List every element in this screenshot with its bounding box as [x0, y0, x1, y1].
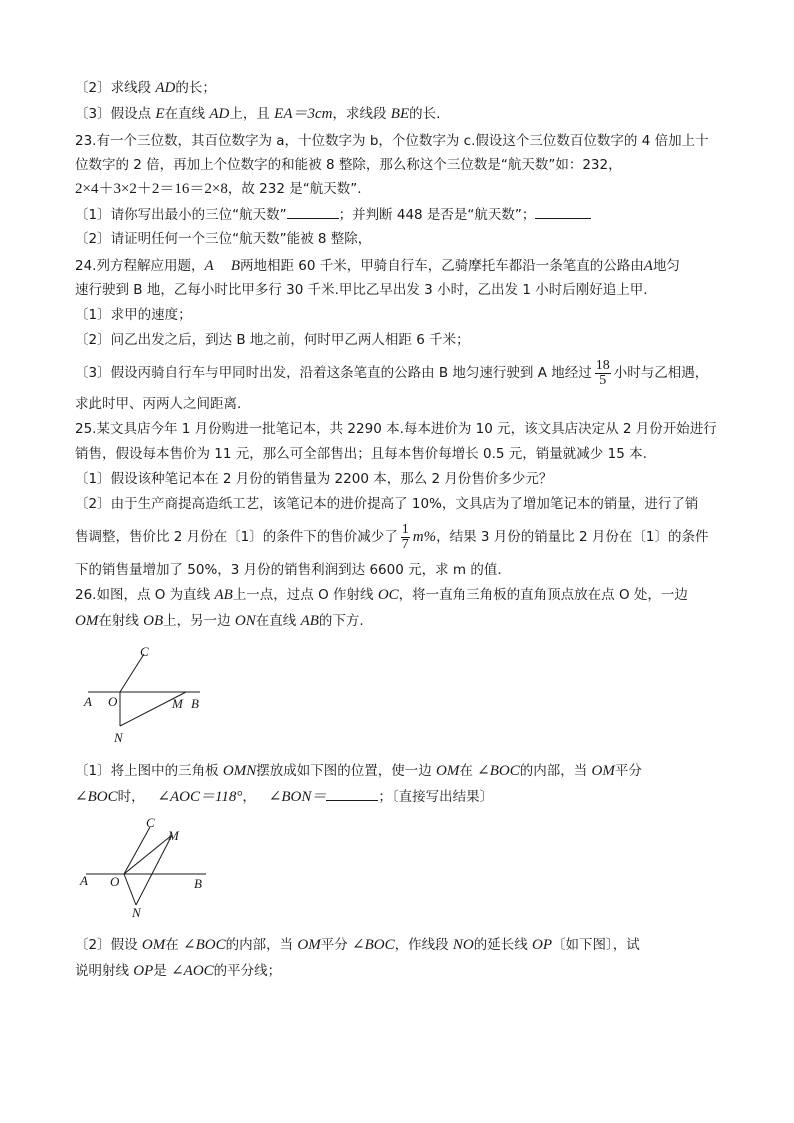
- q24-part1: 〔1〕求甲的速度；: [75, 307, 192, 323]
- label-a: A: [84, 694, 92, 709]
- q22-part3: 〔3〕假设点 E在直线 AD上，且 EA＝3cm，求线段 BE的长.: [75, 106, 441, 122]
- q26-part1-line1: 〔1〕将上图中的三角板 OMN摆放成如下图的位置，使一边 OM在 ∠BOC的内部，当 OM平分: [75, 763, 642, 779]
- label-a: A: [80, 873, 88, 888]
- q23-part1: 〔1〕请你写出最小的三位“航天数” ；并判断 448 是否是“航天数”；: [75, 204, 725, 225]
- q24-part2: 〔2〕问乙出发之后，到达 B 地之前，何时甲乙两人相距 6 千米；: [75, 332, 470, 348]
- q25-line2: 销售，假设每本售价为 11 元，那么可全部售出；且每本售价每增长 0.5 元，销量就减少 15 本.: [75, 446, 647, 462]
- geometry-figure-2: [76, 814, 216, 922]
- q25-part2-line1: 〔2〕由于生产商提高造纸工艺，该笔记本的进价提高了 10%，文具店为了增加笔记本的销量，进行了销: [75, 496, 699, 512]
- answer-blank[interactable]: [326, 786, 378, 801]
- label-c: C: [146, 815, 155, 830]
- q26-line1: 26.如图，点 O 为直线 AB上一点，过点 O 作射线 OC，将一直角三角板的直角顶点放在点 O 处，一边: [75, 587, 688, 603]
- q26-line2: OM在射线 OB上，另一边 ON在直线 AB的下方.: [75, 613, 364, 629]
- ray-oc: [120, 654, 144, 692]
- side-om: [124, 835, 172, 874]
- answer-blank[interactable]: [287, 204, 339, 219]
- geometry-figure-1: [78, 642, 218, 752]
- q23-line2: 位数字的 2 倍，再加上个位数字的和能被 8 整除，那么称这个三位数是“航天数”如：232，: [75, 157, 622, 173]
- q25-line1: 25.某文具店今年 1 月份购进一批笔记本，共 2290 本.每本进价为 10 元，该文具店决定从 2 月份开始进行: [75, 421, 717, 437]
- label-b: B: [194, 876, 202, 891]
- q25-part2-line2: 售调整，售价比 2 月份在〔1〕的条件下的售价减少了 $\frac{1}{7}$ m%，结果 3 月份的销量比 2 月份在〔1〕的条件: [75, 521, 709, 552]
- q26-part2-line2: 说明射线 OP是 ∠AOC的平分线；: [75, 963, 282, 979]
- q25-part2-line3: 下的销售量增加了 50%，3 月份的销售利润到达 6600 元，求 m 的值.: [75, 562, 502, 578]
- label-n: N: [114, 730, 123, 745]
- q24-part3-line2: 求此时甲、丙两人之间距离.: [75, 396, 242, 412]
- side-nm: [136, 835, 172, 905]
- q23-line3: 2×4＋3×2＋2＝16＝2×8，故 232 是“航天数”.: [75, 181, 362, 197]
- label-o: O: [110, 874, 120, 889]
- q24-line1: 24.列方程解应用题，A B两地相距 60 千米，甲骑自行车，乙骑摩托车都沿一条笔直的公路由A地匀: [75, 258, 680, 274]
- q24-part3: 〔3〕假设丙骑自行车与甲同时出发，沿着这条笔直的公路由 B 地匀速行驶到 A 地经过 $\frac{18}{5}$ 小时与乙相遇，: [75, 357, 709, 388]
- q23-line1: 23.有一个三位数，其百位数字为 a，十位数字为 b，个位数字为 c.假设这个三位数百位数字的 4 倍加上十: [75, 133, 709, 149]
- label-b: B: [191, 696, 199, 711]
- q25-part1: 〔1〕假设该种笔记本在 2 月份的销售量为 2200 本，那么 2 月份售价多少元？: [75, 471, 553, 487]
- q26-part1-line2: ∠BOC时， ∠AOC＝118°， ∠BON＝ ；〔直接写出结果〕: [75, 786, 725, 807]
- label-m: M: [168, 828, 179, 843]
- q24-line2: 速行驶到 B 地，乙每小时比甲多行 30 千米.甲比乙早出发 3 小时，乙出发 1 小时后刚好追上甲.: [75, 282, 648, 298]
- label-n: N: [132, 905, 141, 920]
- ray-oc: [124, 827, 150, 874]
- q22-part2: 〔2〕求线段 AD的长；: [75, 80, 216, 96]
- q26-part2-line1: 〔2〕假设 OM在 ∠BOC的内部，当 OM平分 ∠BOC，作线段 NO的延长线 OP〔如下图〕，试: [75, 937, 640, 953]
- fraction: $\frac{18}{5}$: [595, 357, 610, 388]
- answer-blank[interactable]: [535, 204, 591, 219]
- fraction: $\frac{1}{7}$: [401, 521, 409, 552]
- q23-part2: 〔2〕请证明任何一个三位“航天数”能被 8 整除，: [75, 231, 372, 247]
- label-m: M: [172, 696, 183, 711]
- label-c: C: [140, 644, 149, 659]
- label-o: O: [108, 694, 118, 709]
- side-on: [124, 874, 136, 905]
